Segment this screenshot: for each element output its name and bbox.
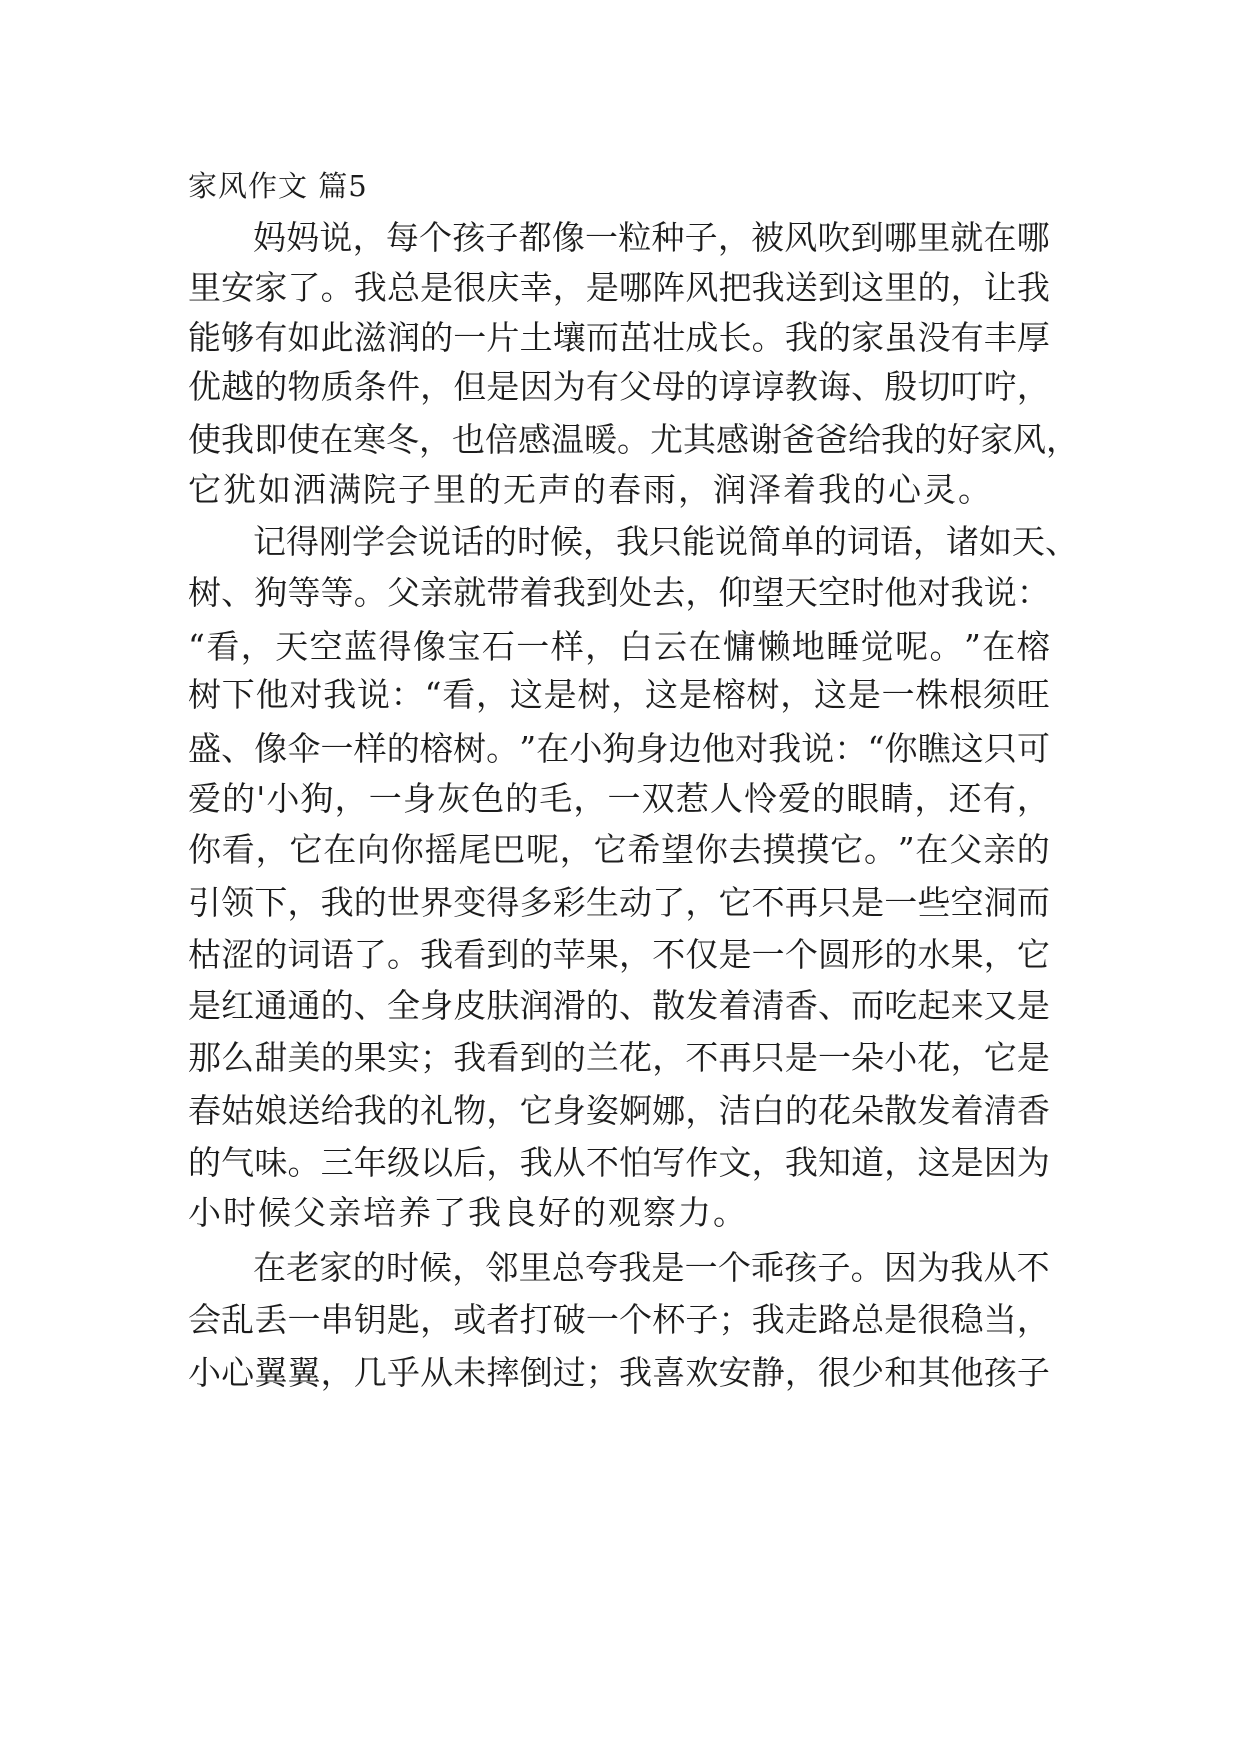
text-line: 枯 涩 的 词 语 了 。 我 看 到 的 苹 果 ， 不 仅 是 一 个 圆 形 的 水 果 ， 它 (188, 935, 1050, 974)
document-title: 家风作文 篇5 (188, 169, 368, 203)
text-line: 的 气 味 。 三 年 级 以 后 ， 我 从 不 怕 写 作 文 ， 我 知 道 ， 这 是 因 为 (188, 1143, 1050, 1182)
text-line: 那 么 甜 美 的 果 实 ； 我 看 到 的 兰 花 ， 不 再 只 是 一 朵 小 花 ， 它 是 (188, 1038, 1050, 1077)
text-line: 它 犹 如 洒 满 院 子 里 的 无 声 的 春 雨 ， 润 泽 着 我 的 心 灵 。 (188, 470, 993, 509)
text-line: 小 时 候 父 亲 培 养 了 我 良 好 的 观 察 力 。 (188, 1193, 748, 1232)
text-line: 树 下 他 对 我 说 ： “ 看 ， 这 是 树 ， 这 是 榕 树 ， 这 是 一 株 根 须 旺 (188, 675, 1050, 714)
text-line: 里 安 家 了 。 我 总 是 很 庆 幸 ， 是 哪 阵 风 把 我 送 到 这 里 的 ， 让 我 (188, 268, 1050, 307)
text-line: 是 红 通 通 的 、 全 身 皮 肤 润 滑 的 、 散 发 着 清 香 、 而 吃 起 来 又 是 (188, 986, 1050, 1025)
text-line: 优 越 的 物 质 条 件 ， 但 是 因 为 有 父 母 的 谆 谆 教 诲 、 殷 切 叮 咛 ， (188, 367, 1050, 406)
text-line: 能 够 有 如 此 滋 润 的 一 片 土 壤 而 茁 壮 成 长 。 我 的 家 虽 没 有 丰 厚 (188, 318, 1050, 357)
text-line: 引 领 下 ， 我 的 世 界 变 得 多 彩 生 动 了 ， 它 不 再 只 是 一 些 空 洞 而 (188, 883, 1050, 922)
text-line: 会 乱 丢 一 串 钥 匙 ， 或 者 打 破 一 个 杯 子 ； 我 走 路 总 是 很 稳 当 ， (188, 1300, 1050, 1339)
text-line: 盛 、 像 伞 一 样 的 榕 树 。 ” 在 小 狗 身 边 他 对 我 说 ： “ 你 瞧 这 只 可 (188, 729, 1050, 768)
text-line: “ 看 ， 天 空 蓝 得 像 宝 石 一 样 ， 白 云 在 慵 懒 地 睡 觉 呢 。 ” 在 榕 (188, 627, 1050, 666)
text-line: 在 老 家 的 时 候 ， 邻 里 总 夸 我 是 一 个 乖 孩 子 。 因 为 我 从 不 (253, 1248, 1050, 1287)
text-line: 小 心 翼 翼 ， 几 乎 从 未 摔 倒 过 ； 我 喜 欢 安 静 ， 很 少 和 其 他 孩 子 (188, 1353, 1050, 1392)
text-line: 春 姑 娘 送 给 我 的 礼 物 ， 它 身 姿 婀 娜 ， 洁 白 的 花 朵 散 发 着 清 香 (188, 1091, 1050, 1130)
text-line: 记 得 刚 学 会 说 话 的 时 候 ， 我 只 能 说 简 单 的 词 语 ， 诸 如 天 、 (253, 522, 1078, 561)
text-line: 使 我 即 使 在 寒 冬 ， 也 倍 感 温 暖 。 尤 其 感 谢 爸 爸 给 我 的 好 家 风 ， (188, 420, 1079, 459)
text-line: 你 看 ， 它 在 向 你 摇 尾 巴 呢 ， 它 希 望 你 去 摸 摸 它 。 ” 在 父 亲 的 (188, 830, 1050, 869)
text-line: 树 、 狗 等 等 。 父 亲 就 带 着 我 到 处 去 ， 仰 望 天 空 时 他 对 我 说 ： (188, 573, 1050, 612)
text-line: 妈 妈 说 ， 每 个 孩 子 都 像 一 粒 种 子 ， 被 风 吹 到 哪 里 就 在 哪 (253, 218, 1050, 257)
text-line: 爱 的 ' 小 狗 ， 一 身 灰 色 的 毛 ， 一 双 惹 人 怜 爱 的 眼 睛 ， 还 有 ， (188, 779, 1050, 818)
